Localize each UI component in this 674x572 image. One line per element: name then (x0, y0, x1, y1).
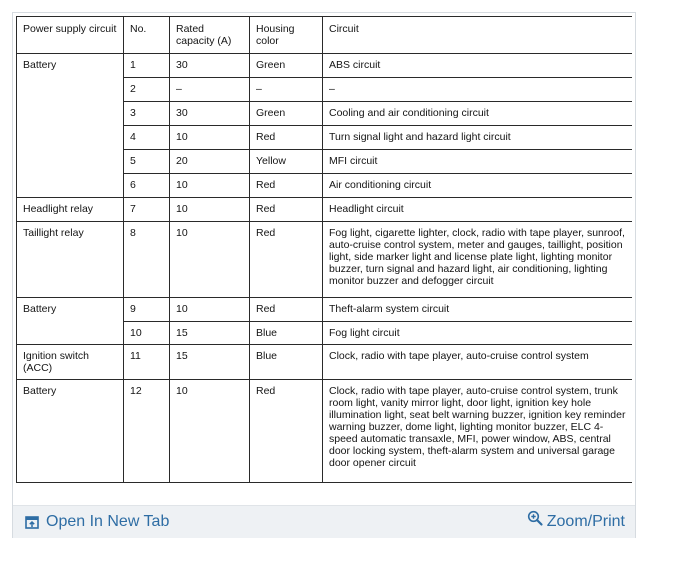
fuse-number-cell: 1 (124, 54, 170, 78)
circuit-cell: Cooling and air conditioning circuit (323, 102, 633, 126)
fuse-number-cell: 6 (124, 174, 170, 198)
circuit-cell: Air conditioning circuit (323, 174, 633, 198)
housing-color-cell: Green (250, 102, 323, 126)
rated-capacity-cell: – (170, 78, 250, 102)
circuit-cell: – (323, 78, 633, 102)
fuse-number-cell: 11 (124, 345, 170, 380)
rated-capacity-cell: 10 (170, 174, 250, 198)
open-in-new-tab-link[interactable] (25, 513, 169, 531)
fuse-table (16, 16, 632, 483)
power-supply-cell: Headlight relay (17, 198, 124, 222)
image-toolbar (13, 505, 635, 538)
rated-capacity-cell: 10 (170, 380, 250, 483)
fuse-number-cell: 7 (124, 198, 170, 222)
fuse-table-body (17, 54, 633, 483)
header-circuit: Circuit (323, 17, 633, 54)
zoom-print-link[interactable] (527, 513, 625, 531)
circuit-cell: Headlight circuit (323, 198, 633, 222)
image-frame (12, 12, 636, 538)
circuit-cell: Fog light, cigarette lighter, clock, radio with tape player, sunroof, auto-cruise control system, meter and gauges, taillight, position light, side marker light and license plate light, lighting monitor buzzer, turn signal and hazard light, air conditioning, lighting monitor buzzer and defogger circuit (323, 222, 633, 298)
header-row (17, 17, 633, 54)
zoom-print-label: Zoom/Print (546, 513, 625, 530)
power-supply-cell: Battery (17, 54, 124, 198)
circuit-cell: Theft-alarm system circuit (323, 298, 633, 322)
header-housing-color: Housing color (250, 17, 323, 54)
power-supply-cell: Battery (17, 298, 124, 345)
header-number: No. (124, 17, 170, 54)
housing-color-cell: Red (250, 198, 323, 222)
header-rated-capacity: Rated capacity (A) (170, 17, 250, 54)
housing-color-cell: Red (250, 126, 323, 150)
housing-color-cell: Red (250, 174, 323, 198)
circuit-cell: MFI circuit (323, 150, 633, 174)
circuit-cell: Fog light circuit (323, 322, 633, 345)
fuse-number-cell: 8 (124, 222, 170, 298)
fuse-number-cell: 2 (124, 78, 170, 102)
housing-color-cell: – (250, 78, 323, 102)
table-row (17, 345, 633, 380)
rated-capacity-cell: 10 (170, 222, 250, 298)
open-in-new-tab-label: Open In New Tab (46, 513, 170, 530)
header-power-supply: Power supply circuit (17, 17, 124, 54)
rated-capacity-cell: 30 (170, 102, 250, 126)
circuit-cell: Clock, radio with tape player, auto-cruise control system, trunk room light, vanity mirror light, door light, ignition key hole illumination light, seat belt warning buzzer, ignition key reminder warning buzzer, dome light, lighting monitor buzzer, ELC 4-speed automatic transaxle, MFI, power window, ABS, central door locking system, theft-alarm system and universal garage door opener circuit (323, 380, 633, 483)
power-supply-cell: Taillight relay (17, 222, 124, 298)
table-row (17, 298, 633, 322)
fuse-number-cell: 4 (124, 126, 170, 150)
fuse-number-cell: 3 (124, 102, 170, 126)
housing-color-cell: Red (250, 380, 323, 483)
rated-capacity-cell: 10 (170, 298, 250, 322)
table-row (17, 198, 633, 222)
housing-color-cell: Red (250, 222, 323, 298)
fuse-table-container (16, 16, 632, 504)
housing-color-cell: Blue (250, 322, 323, 345)
rated-capacity-cell: 10 (170, 198, 250, 222)
rated-capacity-cell: 15 (170, 345, 250, 380)
housing-color-cell: Green (250, 54, 323, 78)
circuit-cell: ABS circuit (323, 54, 633, 78)
power-supply-cell: Ignition switch (ACC) (17, 345, 124, 380)
table-row (17, 222, 633, 298)
housing-color-cell: Blue (250, 345, 323, 380)
rated-capacity-cell: 30 (170, 54, 250, 78)
rated-capacity-cell: 20 (170, 150, 250, 174)
fuse-number-cell: 12 (124, 380, 170, 483)
housing-color-cell: Yellow (250, 150, 323, 174)
power-supply-cell: Battery (17, 380, 124, 483)
table-row (17, 54, 633, 78)
circuit-cell: Turn signal light and hazard light circuit (323, 126, 633, 150)
magnifier-icon (527, 510, 544, 527)
table-row (17, 380, 633, 483)
housing-color-cell: Red (250, 298, 323, 322)
circuit-cell: Clock, radio with tape player, auto-cruise control system (323, 345, 633, 380)
open-new-tab-icon (25, 515, 40, 530)
rated-capacity-cell: 10 (170, 126, 250, 150)
fuse-number-cell: 9 (124, 298, 170, 322)
fuse-number-cell: 5 (124, 150, 170, 174)
fuse-number-cell: 10 (124, 322, 170, 345)
rated-capacity-cell: 15 (170, 322, 250, 345)
